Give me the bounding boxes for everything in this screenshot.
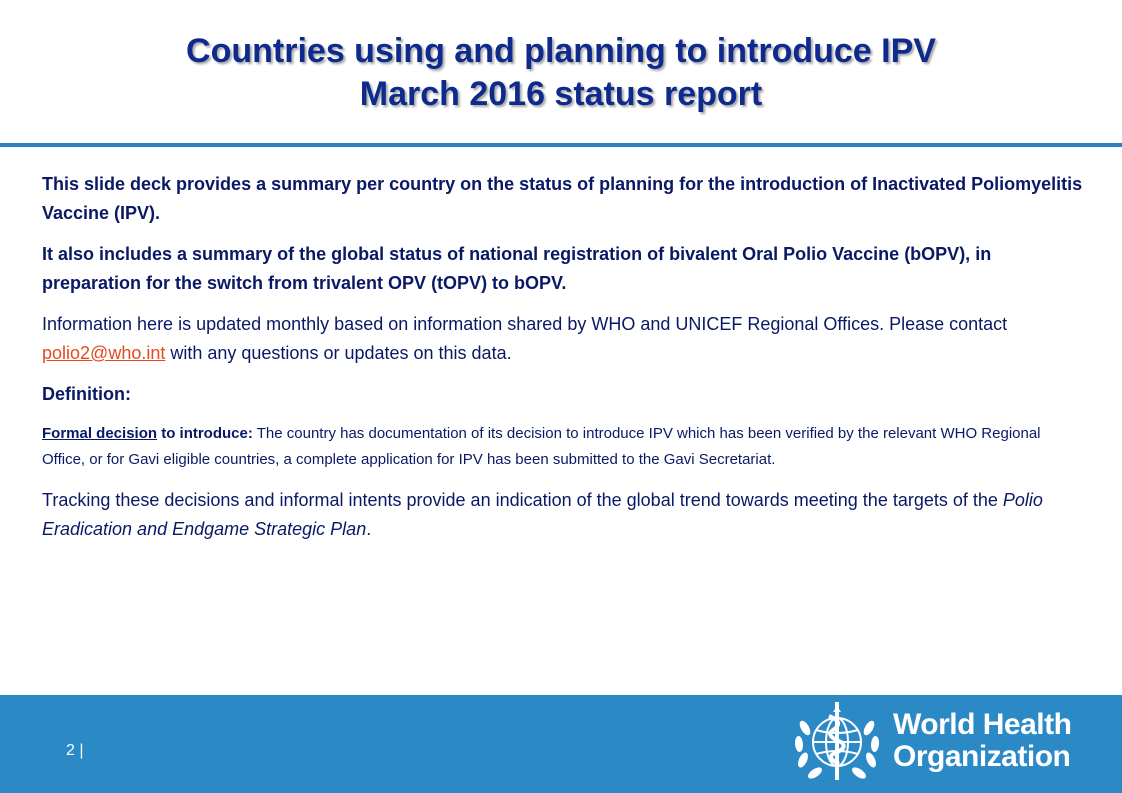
title-divider	[0, 143, 1122, 147]
tracking-text-before: Tracking these decisions and informal intents provide an indication of the global trend towards meeting the targets of the	[42, 490, 1003, 510]
footer-bar	[0, 695, 1122, 793]
definition-term: Formal decision	[42, 425, 158, 442]
organization-name	[893, 709, 1071, 773]
org-name-line-2: Organization	[893, 740, 1071, 773]
org-name-line-1: World Health	[893, 708, 1072, 741]
definition-paragraph	[42, 421, 1087, 473]
intro-paragraph: This slide deck provides a summary per country on the status of planning for the introduction of Inactivated Poliomyelitis Vaccine (IPV).	[42, 174, 1083, 223]
slide-body	[42, 170, 1087, 556]
definition-heading: Definition:	[42, 384, 131, 404]
tracking-text-after: .	[366, 519, 372, 539]
definition-text: The country has documentation of its decision to introduce IPV which has been verified by the relevant WHO Regional Office, or for Gavi eligible countries, a complete application for IPV has been submitted to the Gavi Secretariat.	[42, 425, 1041, 468]
page-number: 2 |	[66, 742, 84, 759]
who-emblem-icon	[789, 698, 885, 786]
strategic-plan-title: Polio Eradication and Endgame Strategic Plan	[42, 490, 1043, 539]
contact-text-after: with any questions or updates on this data.	[165, 343, 512, 363]
definition-term-rest: to introduce:	[157, 425, 253, 442]
contact-email-link[interactable]: polio2@who.int	[42, 343, 166, 363]
contact-paragraph	[42, 310, 1087, 368]
bopv-paragraph: It also includes a summary of the global status of national registration of bivalent Oral Polio Vaccine (bOPV), in preparation for the switch from trivalent OPV (tOPV) to bOPV.	[42, 244, 992, 293]
tracking-paragraph	[42, 486, 1087, 544]
title-line-2: March 2016 status report	[359, 75, 763, 113]
title-line-1: Countries using and planning to introduce IPV	[186, 32, 936, 70]
contact-text-before: Information here is updated monthly based on information shared by WHO and UNICEF Regional Offices. Please contact	[42, 314, 1008, 334]
slide-title	[0, 30, 1122, 116]
